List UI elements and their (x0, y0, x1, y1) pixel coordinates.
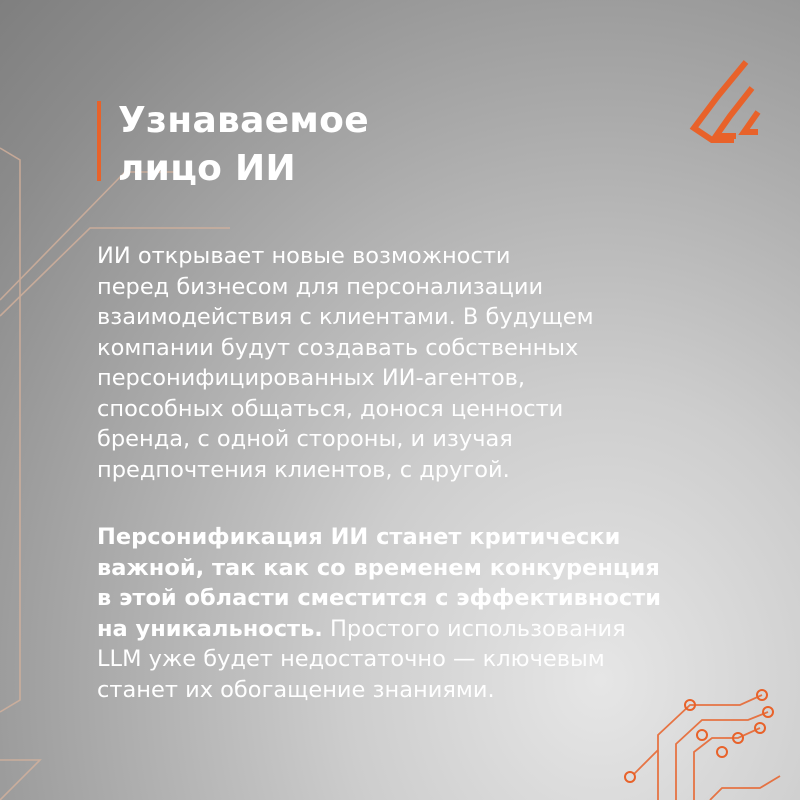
regular-text: Простого использования (322, 615, 626, 642)
mixed-line (97, 614, 661, 645)
paragraph-line: LLM уже будет недостаточно — ключевым (97, 646, 605, 672)
paragraph-line: способных общаться, донося ценности (97, 395, 564, 422)
paragraph-line: персонифицированных ИИ-агентов, (97, 365, 526, 391)
intro-paragraph (97, 241, 594, 485)
paragraph-line: ИИ открывает новые возможности (97, 243, 511, 269)
paragraph-line: взаимодействия с клиентами. В будущем (97, 304, 594, 330)
page-title (118, 97, 369, 193)
paragraph-line: бренда, с одной стороны, и изучая (97, 426, 513, 452)
bold-line: важной, так как со временем конкуренция (97, 554, 660, 581)
paragraph-line: перед бизнесом для персонализации (97, 273, 544, 300)
paragraph-line: компании будут создавать собственных (97, 334, 579, 361)
paragraph-line: предпочтения клиентов, с другой. (97, 456, 510, 483)
bold-text: на уникальность. (97, 615, 323, 642)
paragraph-line: станет их обогащение знаниями. (97, 676, 495, 703)
title-line: Узнаваемое (118, 100, 369, 141)
title-accent-bar (97, 101, 101, 181)
bold-line: Персонификация ИИ станет критически (97, 524, 621, 550)
highlight-paragraph (97, 522, 661, 705)
title-line: лицо ИИ (118, 148, 296, 189)
bold-line: в этой области сместится с эффективности (97, 585, 661, 611)
